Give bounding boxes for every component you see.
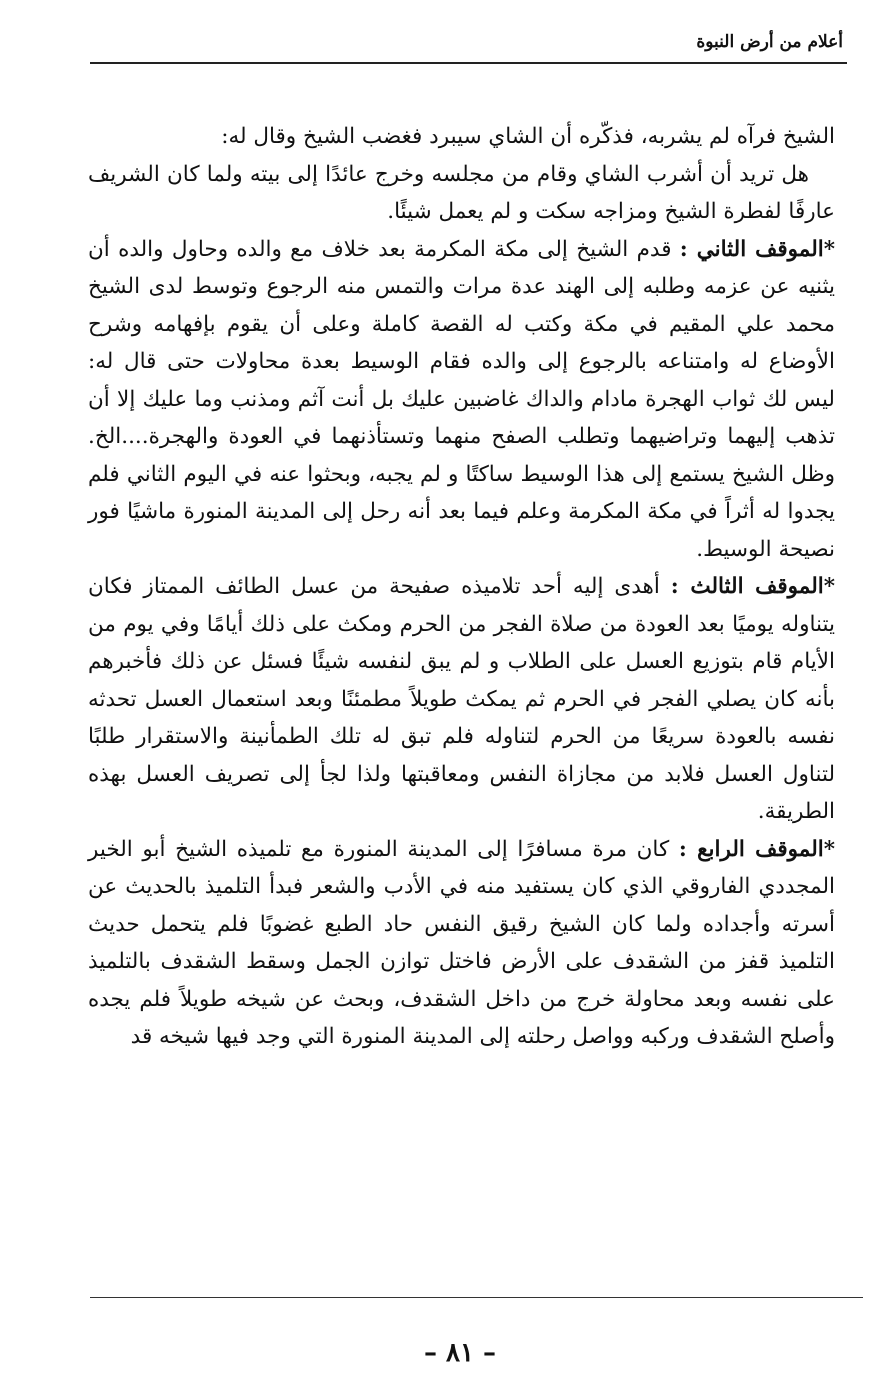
footer-rule: [90, 1297, 863, 1298]
quote-paragraph: هل تريد أن أشرب الشاي وقام من مجلسه وخرج عائدًا إلى بيته ولما كان الشريف عارفًا لفطرة الشيخ ومزاجه سكت و لم يعمل شيئًا.: [88, 161, 835, 224]
header-rule: [90, 62, 847, 64]
stance-paragraph-3: [88, 568, 835, 831]
stance-text: قدم الشيخ إلى مكة المكرمة بعد خلاف مع والده وحاول والده أن يثنيه عن عزمه وطلبه إلى الهند عدة مرات والتمس منه الرجوع وتوسط لدى الشيخ محمد علي المقيم في مكة وكتب له القصة كاملة وعلى أن يقوم بإفهامه وشرح الأوضاع له وامتناعه بالرجوع إلى والده فقام الوسيط بعدة محاولات حتى قال له: ليس لك ثواب الهجرة مادام والداك غاضبين عليك بل أنت آثم ومذنب وما عليك إلا أن تذهب إليهما وتراضيهما وتطلب الصفح منهما وتستأذنهما في العودة والهجرة....الخ. وظل الشيخ يستمع إلى هذا الوسيط ساكتًا و لم يجبه، وبحثوا عنه في اليوم الثاني فلم يجدوا له أثراً في مكة المكرمة وعلم فيما بعد أنه رحل إلى المدينة المنورة ماشيًا فور نصيحة الوسيط.: [88, 236, 835, 562]
intro-paragraph: الشيخ فرآه لم يشربه، فذكّره أن الشاي سيبرد فغضب الشيخ وقال له:: [221, 124, 835, 149]
stance-text: أهدى إليه أحد تلاميذه صفيحة من عسل الطائف الممتاز فكان يتناوله يوميًا بعد العودة من صلاة الفجر من الحرم ومكث على ذلك أيامًا وفي يوم من الأيام قام بتوزيع العسل على الطلاب و لم يبق لنفسه شيئًا فسئل عن ذلك فأخبرهم بأنه كان يصلي الفجر في الحرم ثم يمكث طويلاً مطمئنًا وبعد استعمال العسل تحدثه نفسه بالعودة سريعًا من الحرم لتناوله فلم تبق له تلك الطمأنينة والاستقرار طلبًا لتناول العسل فلابد من مجازاة النفس ومعاقبتها ولذا لجأ إلى تصريف العسل بهذه الطريقة.: [88, 574, 835, 824]
body-text: [88, 118, 835, 1056]
page-number: – ٨١ –: [423, 1338, 497, 1368]
stance-label: *الموقف الثالث :: [670, 574, 835, 599]
stance-label: *الموقف الثاني :: [679, 236, 835, 262]
stance-paragraph-4: [88, 831, 835, 1056]
running-header: أعلام من أرض النبوة: [696, 32, 843, 52]
stance-text: كان مرة مسافرًا إلى المدينة المنورة مع تلميذه الشيخ أبو الخير المجددي الفاروقي الذي كان يستفيد منه في الأدب والشعر فبدأ التلميذ بالحديث عن أسرته وأجداده ولما كان الشيخ رقيق النفس حاد الطبع غضوبًا فلم يتحمل حديث التلميذ قفز من الشقدف على الأرض فاختل توازن الجمل وسقط الشقدف بالتلميذ على نفسه وبعد محاولة خرج من داخل الشقدف، وبحث عن شيخه طويلاً فلم يجده وأصلح الشقدف وركبه وواصل رحلته إلى المدينة المنورة التي وجد فيها شيخه قد: [88, 836, 835, 1049]
stance-paragraph-2: [88, 231, 835, 569]
stance-label: *الموقف الرابع :: [678, 836, 835, 862]
